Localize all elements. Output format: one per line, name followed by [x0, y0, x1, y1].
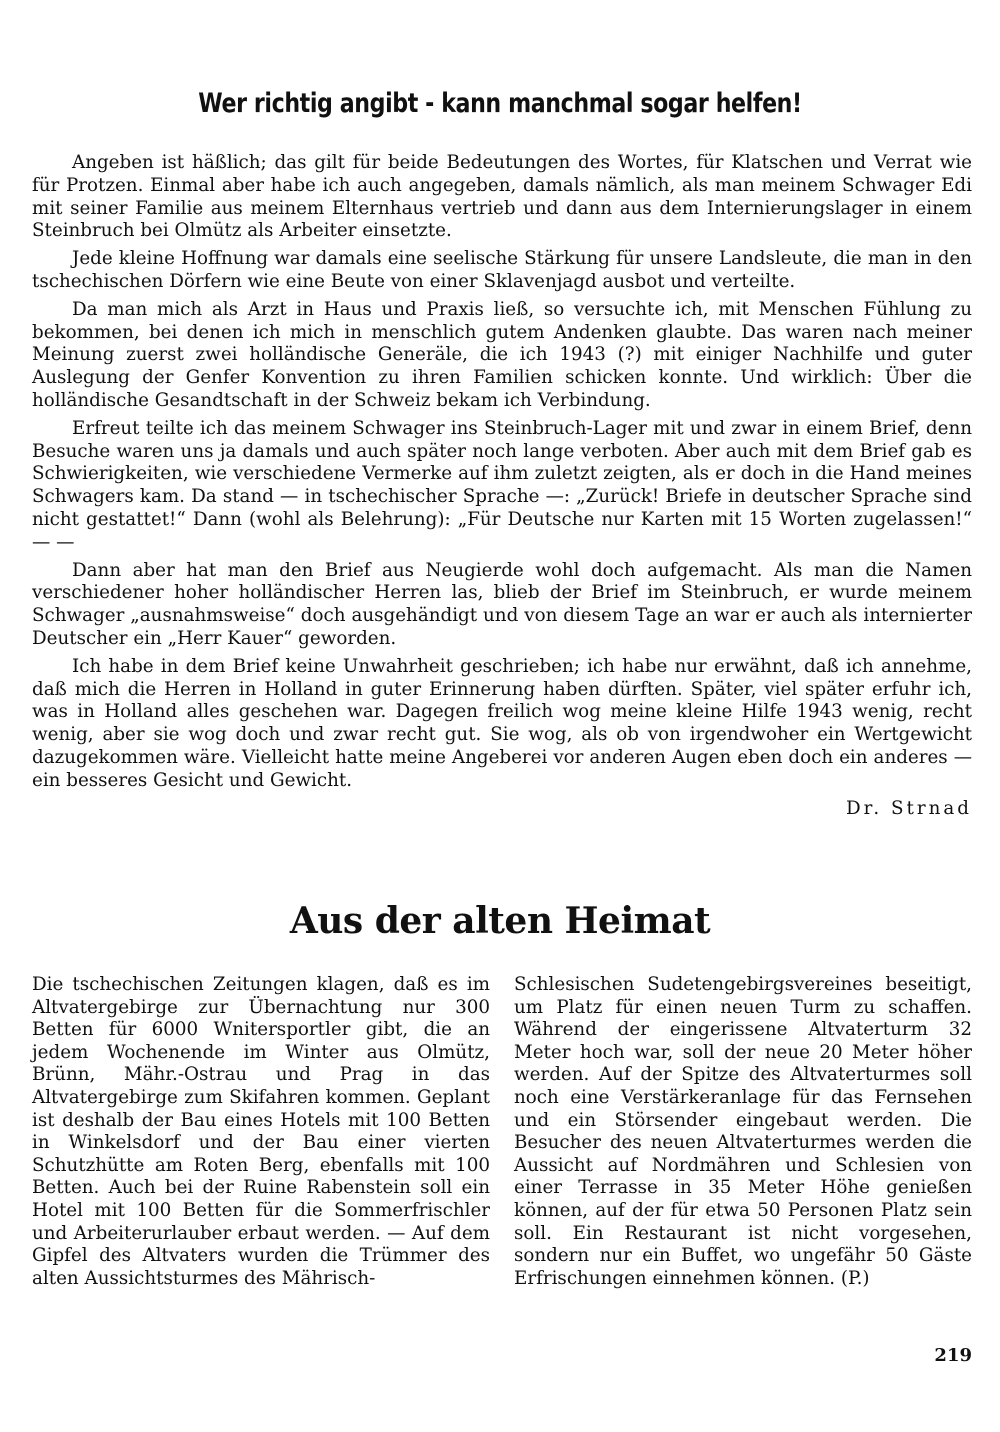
- article-body: [32, 152, 972, 825]
- paragraph: Erfreut teilte ich das meinem Schwager ins Steinbruch-Lager mit und zwar in einem Brief, denn Besuche waren uns ja damals und auch später noch lange verboten. Aber auch mit dem Brief gab es Schwierigkeiten, wie verschiedene Vermerke auf ihm zuletzt zeigten, als er doch in die Hand meines Schwagers kam. Da stand — in tschechischer Sprache —: „Zurück! Briefe in deutscher Sprache sind nicht gestattet!“ Dann (wohl als Belehrung): „Für Deutsche nur Karten mit 15 Worten zugelassen!“ — —: [32, 417, 972, 553]
- author-signature: Dr. Strnad: [846, 797, 972, 819]
- article-title: Wer richtig angibt - kann manchmal sogar helfen!: [198, 88, 802, 119]
- column-text: Schlesischen Sudetengebirgsvereines beseitigt, um Platz für einen neuen Turm zu schaffen. Während der eingerissene Altvaterturm 32 Meter hoch war, soll der neue 20 Meter höher werden. Auf der Spitze des Altvaterturmes soll noch eine Verstärkeranlage für das Fernsehen und ein Störsender eingebaut werden. Die Besucher des neuen Altvaterturmes werden die Aussicht auf Nordmähren und Schlesien von einer Terrasse in 35 Meter Höhe genießen können, auf der für etwa 50 Personen Platz sein soll. Ein Restaurant ist nicht vorgesehen, sondern nur ein Buffet, wo ungefähr 50 Gäste Erfrischungen einnehmen können. (P.): [514, 974, 972, 1289]
- paragraph: Angeben ist häßlich; das gilt für beide Bedeutungen des Wortes, für Klatschen und Verrat wie für Protzen. Einmal aber habe ich auch angegeben, damals nämlich, als man meinem Schwager Edi mit seiner Familie aus meinem Elternhaus vertrieb und dann aus dem Internierungslager in einem Steinbruch bei Olmütz als Arbeiter einsetzte.: [32, 152, 972, 242]
- right-column: [514, 974, 972, 1290]
- left-column: [32, 974, 490, 1290]
- column-text: Die tschechischen Zeitungen klagen, daß es im Altvatergebirge zur Übernachtung nur 300 Betten für 6000 Wnitersportler gibt, die an jedem Wochenende im Winter aus Olmütz, Brünn, Mähr.-Ostrau und Prag in das Altvatergebirge zum Skifahren kommen. Geplant ist deshalb der Bau eines Hotels mit 100 Betten in Winkelsdorf und der Bau einer vierten Schutzhütte am Roten Berg, ebenfalls mit 100 Betten. Auch bei der Ruine Rabenstein soll ein Hotel mit 100 Betten für die Sommerfrischler und Arbeiterurlauber erbaut werden. — Auf dem Gipfel des Altvaters wurden die Trümmer des alten Aussichtsturmes des Mährisch-: [32, 974, 490, 1289]
- paragraph: Da man mich als Arzt in Haus und Praxis ließ, so versuchte ich, mit Menschen Fühlung zu bekommen, bei denen ich mich in menschlich gutem Andenken glaubte. Das waren nach meiner Meinung zuerst zwei holländische Generäle, die ich 1943 (?) mit einiger Nachhilfe und guter Auslegung der Genfer Konvention zu ihren Familien schicken konnte. Und wirklich: Über die holländische Gesandtschaft in der Schweiz bekam ich Verbindung.: [32, 298, 972, 411]
- page-number: 219: [934, 1345, 972, 1366]
- paragraph: Dann aber hat man den Brief aus Neugierde wohl doch aufgemacht. Als man die Namen verschiedener hoher holländischer Herren las, blieb der Brief im Steinbruch, er wurde meinem Schwager „ausnahmsweise“ doch ausgehändigt und von diesem Tage an war er auch als internierter Deutscher ein „Herr Kauer“ geworden.: [32, 559, 972, 649]
- paragraph: Ich habe in dem Brief keine Unwahrheit geschrieben; ich habe nur erwähnt, daß ich annehme, daß mich die Herren in Holland in guter Erinnerung haben dürften. Später, viel später erfuhr ich, was in Holland alles geschehen war. Dagegen freilich wog meine kleine Hilfe 1943 wenig, recht wenig, aber sie wog doch und zwar recht gut. Sie wog, als ob von irgendwoher ein Wertgewicht dazugekommen wäre. Vielleicht hatte meine Angeberei vor anderen Augen eben doch ein anderes — ein besseres Gesicht und Gewicht.: [32, 655, 972, 791]
- section-title: Aus der alten Heimat: [289, 900, 711, 942]
- paragraph: Jede kleine Hoffnung war damals eine seelische Stärkung für unsere Landsleute, die man in den tschechischen Dörfern wie eine Beute von einer Sklavenjagd ausbot und verteilte.: [32, 248, 972, 292]
